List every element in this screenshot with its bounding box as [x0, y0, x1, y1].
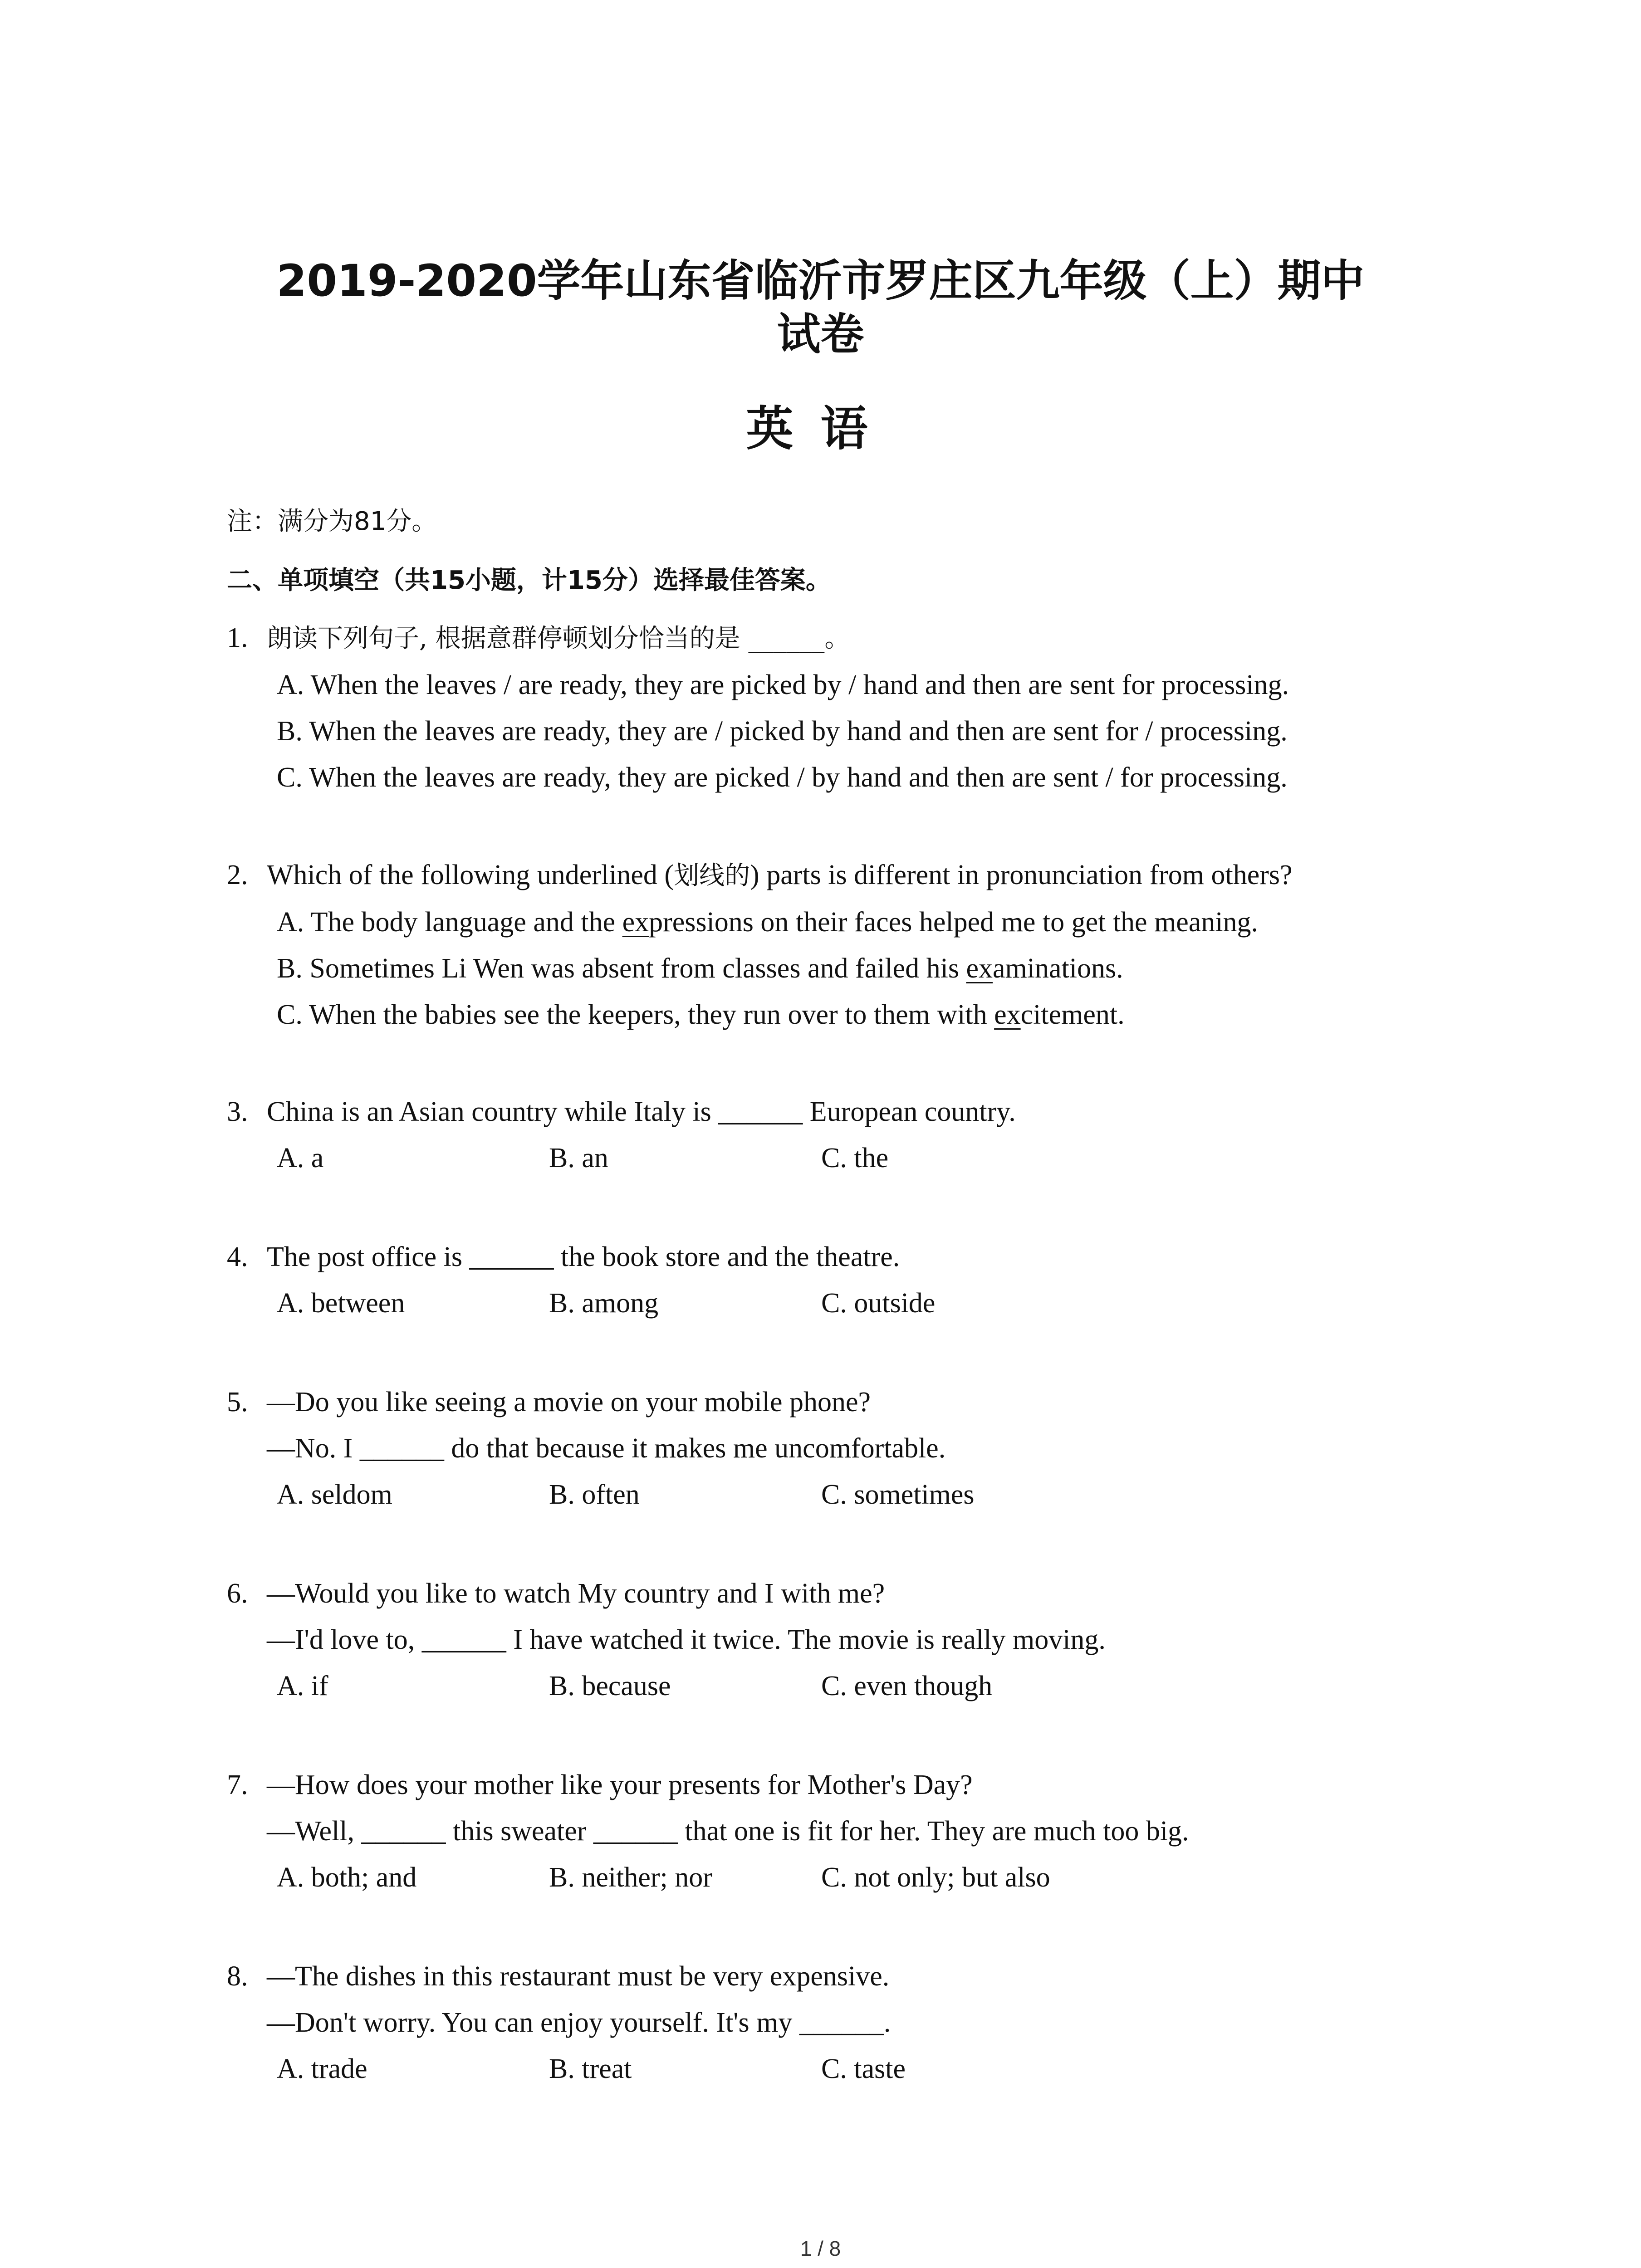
- question-text: —Do you like seeing a movie on your mobile phone?: [267, 1387, 871, 1418]
- question-number: 8.: [227, 1961, 248, 1992]
- option-text: citement.: [1020, 999, 1125, 1030]
- option-a: A. a: [277, 1143, 324, 1173]
- option-c: C. the: [821, 1143, 889, 1173]
- option-c: C. not only; but also: [821, 1862, 1050, 1893]
- question-text-end: ) parts is different in pronunciation from others?: [750, 860, 1293, 890]
- option-a: A. both; and: [277, 1862, 417, 1893]
- option-text: aminations.: [993, 953, 1123, 984]
- question-text: —How does your mother like your presents for Mother's Day?: [267, 1769, 973, 1800]
- option-a: A. trade: [277, 2053, 367, 2084]
- options-row: [227, 1280, 1452, 1326]
- question-number: 1.: [227, 622, 248, 653]
- question-number: 6.: [227, 1578, 248, 1609]
- question-number: 4.: [227, 1242, 248, 1272]
- question-stem: [227, 1953, 1452, 1999]
- page-title: 2019-2020学年山东省临沂市罗庄区九年级（上）期中: [276, 255, 1365, 306]
- option-a: A. When the leaves / are ready, they are picked by / hand and then are sent for processing.: [277, 670, 1289, 700]
- score-note: 注：满分为81分。: [227, 507, 437, 536]
- question-text: China is an Asian country while Italy is ______ European country.: [267, 1096, 1016, 1127]
- question-stem: [227, 1234, 1452, 1280]
- option-b: B. When the leaves are ready, they are / picked by hand and then are sent for / processing.: [277, 716, 1288, 747]
- options-row: [227, 1663, 1452, 1709]
- option-b: [227, 945, 1452, 992]
- question-4: [227, 1234, 1452, 1326]
- option-b: B. often: [549, 1479, 640, 1510]
- option-text: B. Sometimes Li Wen was absent from classes and failed his: [277, 953, 966, 984]
- page-title-continued: 试卷: [777, 309, 864, 360]
- question-reply: —I'd love to, ______ I have watched it twice. The movie is really moving.: [267, 1624, 1106, 1655]
- question-5: [227, 1379, 1452, 1518]
- options-row: [227, 1471, 1452, 1518]
- section-heading: 二、单项填空（共15小题，计15分）选择最佳答案。: [227, 566, 831, 595]
- option-c: C. When the leaves are ready, they are picked / by hand and then are sent / for processing.: [277, 762, 1288, 793]
- question-8: [227, 1953, 1452, 2092]
- question-text: —The dishes in this restaurant must be very expensive.: [267, 1961, 890, 1992]
- option-b: B. an: [549, 1143, 608, 1173]
- question-stem: [227, 615, 1452, 662]
- option-c: C. outside: [821, 1288, 936, 1319]
- question-3: [227, 1089, 1452, 1181]
- underlined-part: ex: [622, 907, 649, 938]
- question-text: —Would you like to watch My country and I with me?: [267, 1578, 885, 1609]
- option-a: [227, 899, 1452, 945]
- question-stem: [227, 852, 1452, 899]
- question-number: 2.: [227, 860, 248, 890]
- option-text: pressions on their faces helped me to get the meaning.: [649, 907, 1259, 938]
- option-a: A. between: [277, 1288, 405, 1319]
- question-2: [227, 852, 1452, 1038]
- question-stem: [227, 1089, 1452, 1135]
- option-text: A. The body language and the: [277, 907, 622, 938]
- question-reply: —Don't worry. You can enjoy yourself. It's my ______.: [267, 2007, 891, 2038]
- question-reply: —Well, ______ this sweater ______ that one is fit for her. They are much too big.: [267, 1816, 1189, 1847]
- option-b: B. among: [549, 1288, 659, 1319]
- page-number: 1 / 8: [800, 2237, 841, 2260]
- question-reply: —No. I ______ do that because it makes me uncomfortable.: [267, 1433, 946, 1464]
- underlined-part: ex: [994, 999, 1021, 1030]
- question-text: The post office is ______ the book store and the theatre.: [267, 1242, 900, 1272]
- question-text-start: Which of the following underlined (: [267, 860, 674, 890]
- option-c: C. taste: [821, 2053, 906, 2084]
- question-number: 3.: [227, 1096, 248, 1127]
- option-c: C. even though: [821, 1671, 993, 1701]
- options-row: [227, 1854, 1452, 1901]
- option-a: A. if: [277, 1671, 328, 1701]
- option-c: C. sometimes: [821, 1479, 975, 1510]
- subject-heading: 英语: [746, 401, 895, 456]
- question-7: [227, 1762, 1452, 1901]
- question-stem: [227, 1762, 1452, 1808]
- question-text: 朗读下列句子, 根据意群停顿划分恰当的是 ______。: [267, 624, 850, 653]
- question-1: [227, 615, 1452, 801]
- option-b: B. neither; nor: [549, 1862, 712, 1893]
- question-number: 7.: [227, 1769, 248, 1800]
- question-stem: [227, 1379, 1452, 1425]
- question-number: 5.: [227, 1387, 248, 1418]
- option-a: A. seldom: [277, 1479, 392, 1510]
- option-b: B. because: [549, 1671, 671, 1701]
- option-text: C. When the babies see the keepers, they run over to them with: [277, 999, 994, 1030]
- option-b: B. treat: [549, 2053, 632, 2084]
- question-text-cjk: 划线的: [674, 861, 750, 890]
- question-6: [227, 1570, 1452, 1709]
- question-stem: [227, 1570, 1452, 1617]
- options-row: [227, 1135, 1452, 1181]
- options-row: [227, 2046, 1452, 2092]
- option-c: [227, 992, 1452, 1038]
- underlined-part: ex: [966, 953, 993, 984]
